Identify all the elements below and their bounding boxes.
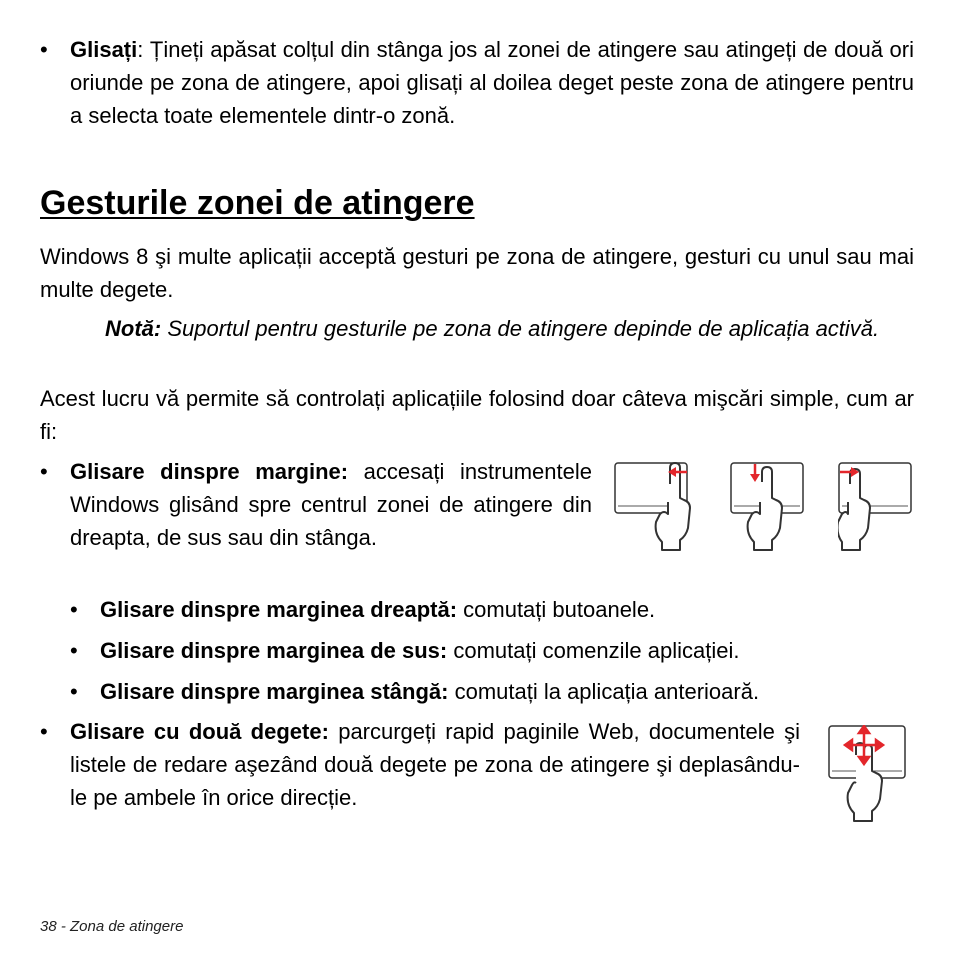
note-label: Notă: — [105, 316, 162, 341]
sub-bullet-term: Glisare dinspre marginea dreaptă: — [100, 597, 458, 622]
two-finger-scroll-icon — [828, 725, 910, 825]
sub-bullet-right-edge — [70, 593, 914, 626]
swipe-top-edge-icon — [730, 462, 810, 554]
edge-swipe-term: Glisare dinspre margine: — [70, 459, 349, 484]
two-finger-bullet — [40, 715, 800, 814]
note-text: Suportul pentru gesturile pe zona de atingere depinde de aplicația activă. — [161, 316, 880, 341]
intro-paragraph-text: Windows 8 şi multe aplicații acceptă gesturi pe zona de atingere, gesturi cu unul sau mai multe degete. — [40, 244, 914, 302]
sub-bullet-top-edge — [70, 634, 914, 667]
controls-paragraph-text: Acest lucru vă permite să controlați aplicațiile folosind doar câteva mişcări simple, cum ar fi: — [40, 386, 914, 444]
sub-bullet-term: Glisare dinspre marginea de sus: — [100, 638, 448, 663]
swipe-left-edge-icon — [838, 462, 918, 554]
intro-paragraph — [40, 240, 914, 306]
two-finger-desc: parcurgeți rapid paginile Web, documentele şi listele de redare aşezând două degete pe zona de atingere şi deplasându-le pe ambele în orice direcție. — [70, 719, 801, 810]
two-finger-text — [70, 715, 800, 814]
swipe-right-edge-icon — [614, 462, 694, 554]
bullet-dot: • — [40, 719, 48, 744]
bullet-dot: • — [70, 597, 78, 622]
sub-bullet-text — [100, 675, 914, 708]
sub-bullet-term: Glisare dinspre marginea stângă: — [100, 679, 449, 704]
sub-bullet-desc: comutați la aplicația anterioară. — [448, 679, 760, 704]
sub-bullet-text — [100, 634, 914, 667]
sub-bullet-desc: comutați comenzile aplicației. — [447, 638, 740, 663]
section-heading: Gesturile zonei de atingere — [40, 184, 475, 222]
bullet-dot: • — [40, 37, 48, 62]
sub-bullet-text — [100, 593, 914, 626]
two-finger-term: Glisare cu două degete: — [70, 719, 329, 744]
sub-bullet-desc: comutați butoanele. — [457, 597, 656, 622]
bullet-dot: • — [70, 638, 78, 663]
note-block — [105, 312, 914, 345]
edge-swipe-bullet — [40, 455, 592, 554]
edge-swipe-desc: accesați instrumentele Windows glisând spre centrul zonei de atingere din dreapta, de sus sau din stânga. — [70, 459, 593, 550]
intro-term: Glisați — [70, 37, 138, 62]
sub-bullet-left-edge — [70, 675, 914, 708]
controls-paragraph — [40, 382, 914, 448]
edge-swipe-text — [70, 455, 592, 554]
intro-bullet — [40, 33, 914, 132]
bullet-dot: • — [70, 679, 78, 704]
page-footer: 38 - Zona de atingere — [40, 918, 184, 935]
intro-desc: : Țineți apăsat colțul din stânga jos al zonei de atingere sau atingeți de două ori oriunde pe zona de atingere, apoi glisați al doilea deget peste zona de atingere pentru a selecta toate elementele dintr-o zonă. — [70, 37, 914, 128]
bullet-dot: • — [40, 459, 48, 484]
intro-bullet-text — [70, 33, 914, 132]
